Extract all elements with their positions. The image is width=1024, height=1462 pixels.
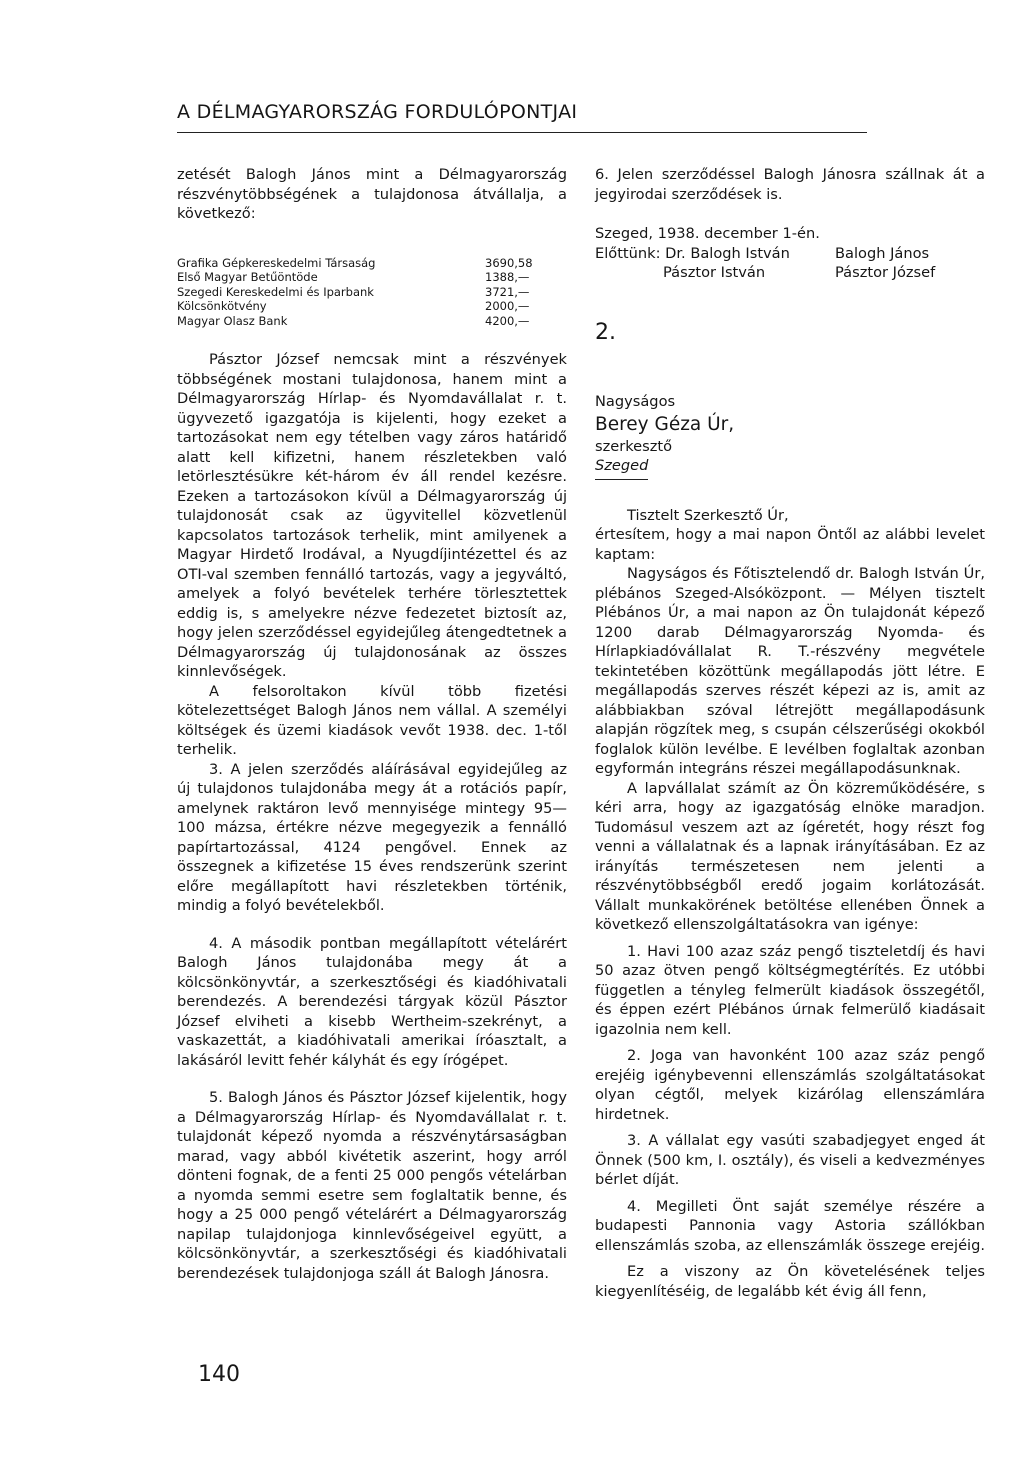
right-column bbox=[595, 165, 985, 1301]
intro-paragraph: zetését Balogh János mint a Délmagyarország részvénytöbbségének a tulajdonosa átvállalja, a következő: bbox=[177, 166, 567, 222]
debt-creditor: Szegedi Kereskedelmi és Iparbank bbox=[177, 284, 374, 299]
section-number: 2. bbox=[595, 319, 616, 345]
debt-row bbox=[177, 314, 555, 329]
paragraph-4: 4. A második pontban megállapított vételárért Balogh János tulajdonába megy át a kölcsönkönyvtár, a szerkesztőségi és kiadóhivatali berendezés. A berendezési tárgyak közül Pásztor József elviheti a kisebb Wertheim-szekrényt, a vaskazettát, a kiadóhivatali amerikai íróasztalt, a lakásáról levitt fehér kályhát és egy írógépet. bbox=[177, 934, 567, 1069]
letter-paragraph-7: 4. Megilleti Önt saját személye részére a budapesti Pannonia vagy Astoria szállókban ellenszámlás szoba, az ellenszámlák összege erejéig. bbox=[595, 1197, 986, 1254]
witness-1: Előttünk: Dr. Balogh István bbox=[595, 244, 790, 262]
debt-row bbox=[177, 299, 555, 314]
page-number: 140 bbox=[198, 1362, 240, 1387]
debt-creditor: Magyar Olasz Bank bbox=[177, 313, 288, 328]
debt-table bbox=[177, 256, 555, 329]
letter-paragraph-5: 2. Joga van havonként 100 azaz száz pengő erejéig igénybevenni ellenszámlás szolgáltatásokat olyan cégtől, melyek kizárólag ellenszámlára hirdetnek. bbox=[595, 1047, 985, 1123]
addressee-city: Szeged bbox=[595, 456, 648, 480]
signature-row-1 bbox=[595, 244, 985, 264]
paragraph-6: 6. Jelen szerződéssel Balogh Jánosra szállnak át a jegyirodai szerződések is. bbox=[595, 166, 985, 203]
debt-amount: 3721,— bbox=[485, 284, 530, 299]
debt-creditor: Kölcsönkötvény bbox=[177, 299, 267, 313]
letter-paragraph-2: Nagyságos és Főtisztelendő dr. Balogh István Úr, plébános Szeged-Alsóközpont. — Mélyen tisztelt Plébános Úr, a mai napon az Ön tulajdonát képező 1200 darab Délmagyarország Nyomda- és Hírlapkiadóvállalat R. T.-részvény megvétele tekintetében közöttünk megállapodás jött létre. E megállapodás szerves részét képezi az is, amit az alábbiakban szóval létrejött megállapodásunk alapján rögzítek meg, s csupán célszerűségi okokból foglalok külön levélbe. E levélben foglaltak azonban egyformán integráns részei megállapodásunknak. bbox=[595, 565, 985, 777]
letter-paragraph-3: A lapvállalat számít az Ön közreműködésére, s kéri arra, hogy az igazgatóság elnöke maradjon. Tudomásul veszem azt az ígéretét, hogy részt fog venni a vállalatnak és a lapnak irányításában. Ez az irányítás természetesen nem jelenti a részvénytöbbségből eredő jogaim korlátozását. Vállalt munkakörének betöltése ellenében Önnek a következő ellenszolgáltatásokra van igénye: bbox=[595, 779, 985, 933]
left-column bbox=[177, 165, 567, 1283]
debt-amount: 3690,58 bbox=[485, 255, 533, 270]
letter-line-1: értesítem, hogy a mai napon Öntől az alábbi levelet kaptam: bbox=[595, 526, 985, 563]
running-header: A DÉLMAGYARORSZÁG FORDULÓPONTJAI bbox=[177, 101, 578, 123]
salutation: Nagyságos bbox=[595, 393, 676, 410]
debt-row bbox=[177, 256, 555, 271]
debt-amount: 2000,— bbox=[485, 299, 530, 313]
witness-2: Pásztor István bbox=[663, 264, 766, 281]
paragraph-1: Pásztor József nemcsak mint a részvények többségének mostani tulajdonosa, hanem mint a Délmagyarország Hírlap- és Nyomdavállalat r. t. ügyvezető igazgatója is kijelenti, hogy ezeket a tartozásokat nem egy tételben vagy záros határidő alatt kell kifizetni, hanem részletekben való letörlesztésükre két-három év áll rendel kezésre. Ezeken a tartozásokon kívül a Délmagyarország új tulajdonosát csak az ügyvitellel közvetlenül kapcsolatos tartozások terhelik, mint amilyenek a Magyar Hirdető Irodával, a Nyugdíjintézettel és az OTI-val szemben fennálló tartozás, vagy a jegyváltó, amelyek a folyó bevételek terhére törlesztettek eddig is, s amelyekre nézve fedezetet biztosít az, hogy jelen szerződéssel egyidejűleg átengedtetnek a Délmagyarország új tulajdonosának az összes kinnlevőségek. bbox=[177, 351, 567, 680]
debt-row bbox=[177, 270, 555, 285]
addressee-role: szerkesztő bbox=[595, 437, 673, 455]
debt-row bbox=[177, 285, 555, 300]
paragraph-2: A felsoroltakon kívül több fizetési kötelezettséget Balogh János nem vállal. A személyi költségek és üzemi kiadások vevőt 1938. dec. 1-től terhelik. bbox=[177, 682, 567, 758]
debt-creditor: Első Magyar Betűöntöde bbox=[177, 270, 318, 284]
debt-creditor: Grafika Gépkereskedelmi Társaság bbox=[177, 255, 376, 270]
place-date: Szeged, 1938. december 1-én. bbox=[595, 225, 820, 242]
signatory-2: Pásztor József bbox=[835, 264, 936, 281]
header-rule bbox=[177, 132, 867, 133]
paragraph-3: 3. A jelen szerződés aláírásával egyidejűleg az új tulajdonos tulajdonába megy át a rotációs papír, amelynek raktáron levő mennyisége mintegy 95—100 mázsa, értékre nézve megegyezik a fennálló papírtartozással, 4124 pengővel. Ennek az összegnek a kifizetése 15 éves rendszerünk szerint előre megállapított havi részletekben történik, mindig a folyó bevételekből. bbox=[177, 760, 567, 914]
debt-amount: 4200,— bbox=[485, 313, 530, 328]
letter-paragraph-4: 1. Havi 100 azaz száz pengő tiszteletdíj és havi 50 azaz ötven pengő költségmegtérítés. Ez utóbbi független a tényleg felmerült kiadások összegétől, és éppen ezért Plébános úrnak felmerülő kiadásait igazolnia nem kell. bbox=[595, 942, 985, 1038]
greeting: Tisztelt Szerkesztő Úr, bbox=[627, 506, 789, 524]
debt-amount: 1388,— bbox=[485, 270, 530, 284]
addressee-name: Berey Géza Úr, bbox=[595, 413, 735, 435]
paragraph-5: 5. Balogh János és Pásztor József kijelentik, hogy a Délmagyarország Hírlap- és Nyomdavállalat r. t. tulajdonát képező nyomda a részvénytársaságban marad, vagy abból kivétetik aszerint, hogy arról dönteni fognak, de a fenti 25 000 pengős vételárban a nyomda semmi esetre sem foglaltatik benne, és hogy a 25 000 pengő vételárért a Délmagyarország napilap tulajdonjoga kinnlevőségeivel együtt, a kölcsönkönyvtár, a szerkesztőségi és kiadóhivatali berendezések tulajdonjoga száll át Balogh Jánosra. bbox=[177, 1089, 567, 1282]
letter-paragraph-6: 3. A vállalat egy vasúti szabadjegyet enged át Önnek (500 km, I. osztály), és viseli a kedvezményes bérlet díját. bbox=[595, 1132, 985, 1188]
signatory-1: Balogh János bbox=[835, 244, 930, 262]
letter-paragraph-8: Ez a viszony az Ön követelésének teljes kiegyenlítéséig, de legalább két évig áll fenn, bbox=[595, 1263, 985, 1300]
signature-row-2 bbox=[595, 263, 985, 283]
